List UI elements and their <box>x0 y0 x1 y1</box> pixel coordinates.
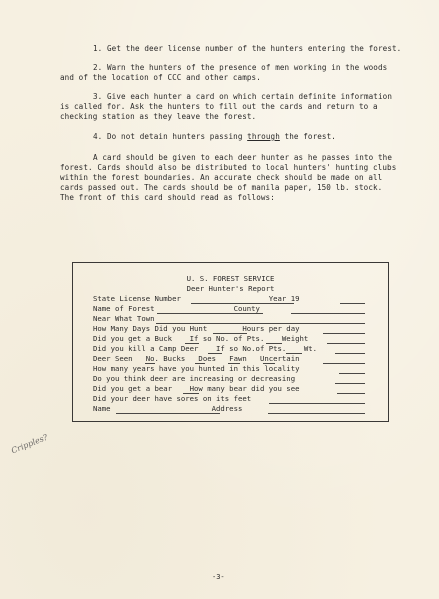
card-field-rule <box>116 413 220 414</box>
card-paragraph-line-3: within the forest boundaries. An accurate check should be made on all <box>60 173 383 182</box>
instruction-1: 1. Get the deer license number of the hunters entering the forest. <box>93 44 402 53</box>
card-paragraph-line-5: The front of this card should read as follows: <box>60 193 275 202</box>
instruction-4-post: the forest. <box>279 132 336 141</box>
card-field-increasing: Do you think deer are increasing or decreasing <box>93 374 296 383</box>
card-heading-title: Deer Hunter's Report <box>186 284 275 293</box>
instruction-3-line-1: 3. Give each hunter a card on which certain definite information <box>93 92 392 101</box>
card-field-license: State License Number Year 19 <box>93 294 300 303</box>
instruction-3-line-2: is called for. Ask the hunters to fill out the cards and return to a <box>60 102 378 111</box>
card-field-years: How many years have you hunted in this locality <box>93 364 300 373</box>
card-paragraph-line-4: cards passed out. The cards should be of manila paper, 150 lb. stock. <box>60 183 383 192</box>
instruction-3-line-3: checking station as they leave the forest. <box>60 112 257 121</box>
card-field-name: Name Address <box>93 404 243 413</box>
instruction-4-pre: 4. Do not detain hunters passing <box>93 132 248 141</box>
instruction-2-line-2: and of the location of CCC and other camps. <box>60 73 261 82</box>
instruction-4 <box>93 132 336 142</box>
page-number: -3- <box>212 573 225 581</box>
instruction-4-underlined: through <box>247 132 280 141</box>
handwritten-margin-note: Cripples? <box>10 432 50 456</box>
card-paragraph-line-2: forest. Cards should also be distributed to local hunters' hunting clubs <box>60 163 397 172</box>
card-field-camp-deer: Did you kill a Camp Deer If so No.of Pts. Wt. <box>93 344 318 353</box>
card-field-buck: Did you get a Buck If so No. of Pts. Weight <box>93 334 309 343</box>
card-field-bear: Did you get a bear How many bear did you see <box>93 384 300 393</box>
instruction-2-line-1: 2. Warn the hunters of the presence of men working in the woods <box>93 63 388 72</box>
card-field-deer-seen: Deer Seen No. Bucks Does Fawn Uncertain <box>93 354 300 363</box>
card-field-days: How Many Days Did you Hunt Hours per day <box>93 324 300 333</box>
card-heading-agency: U. S. FOREST SERVICE <box>186 274 275 283</box>
card-field-forest: Name of Forest County <box>93 304 260 313</box>
deer-hunter-report-card <box>72 262 389 422</box>
card-paragraph-line-1: A card should be given to each deer hunter as he passes into the <box>93 153 392 162</box>
card-field-rule <box>268 413 365 414</box>
card-field-town: Near What Town <box>93 314 155 323</box>
card-field-sores: Did your deer have sores on its feet <box>93 394 252 403</box>
